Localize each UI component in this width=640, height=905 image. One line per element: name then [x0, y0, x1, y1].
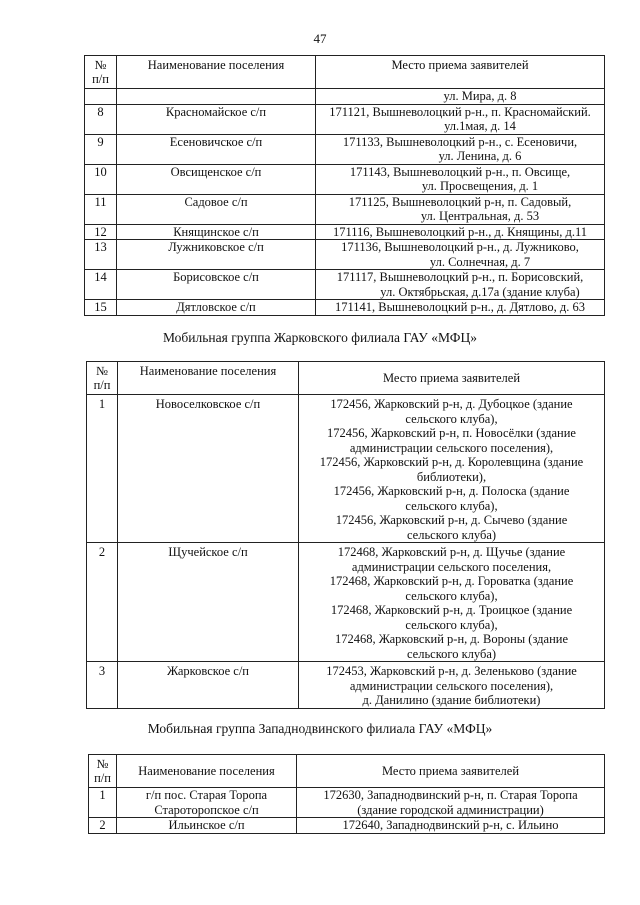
header-settlement-name: Наименование поселения — [117, 56, 316, 89]
table-row — [85, 89, 605, 105]
row-num: 2 — [87, 543, 118, 662]
row-settlement: Борисовское с/п — [117, 270, 316, 300]
table-row — [85, 270, 605, 300]
row-num: 9 — [85, 134, 117, 164]
row-settlement: Садовое с/п — [117, 194, 316, 224]
row-settlement: Жарковское с/п — [118, 662, 299, 709]
table-row — [87, 543, 605, 662]
row-settlement: г/п пос. Старая Торопа Старотoропское с/п — [117, 788, 297, 818]
row-settlement: Новоселковское с/п — [118, 395, 299, 543]
row-num: 10 — [85, 164, 117, 194]
table-row — [89, 788, 605, 818]
row-num: 1 — [87, 395, 118, 543]
table-row — [87, 395, 605, 543]
row-num: 2 — [89, 818, 117, 834]
row-place: 172640, Западнодвинский р-н, с. Ильино — [297, 818, 605, 834]
row-num: 14 — [85, 270, 117, 300]
row-num: 3 — [87, 662, 118, 709]
row-settlement — [117, 89, 316, 105]
table-row — [85, 194, 605, 224]
row-place: 171121, Вышневолоцкий р-н., п. Красномайский. ул.1мая, д. 14 — [316, 104, 605, 134]
row-num: 13 — [85, 240, 117, 270]
row-num: 8 — [85, 104, 117, 134]
row-settlement: Лужниковское с/п — [117, 240, 316, 270]
row-place: ул. Мира, д. 8 — [316, 89, 605, 105]
header-num: № п/п — [87, 362, 118, 395]
row-place: 172456, Жарковский р-н, д. Дубоцкое (здание сельского клуба), 172456, Жарковский р-н, п. Новосёлки (здание администрации сельского поселения), 172456, Жарковский р-н, д. Королевщина (здание библиотеки), 172456, Жарковский р-н, д. Полоска (здание сельского клуба), 172456, Жарковский р-н, д. Сычево (здание сельского клуба) — [299, 395, 605, 543]
row-settlement: Щучейское с/п — [118, 543, 299, 662]
table-row — [85, 134, 605, 164]
header-reception-place: Место приема заявителей — [299, 362, 605, 395]
row-place: 171116, Вышневолоцкий р-н., д. Княщины, д.11 — [316, 224, 605, 240]
row-place: 172468, Жарковский р-н, д. Щучье (здание администрации сельского поселения, 172468, Жарковский р-н, д. Гороватка (здание сельского клуба), 172468, Жарковский р-н, д. Троицкое (здание сельского клуба), 172468, Жарковский р-н, д. Вороны (здание сельского клуба) — [299, 543, 605, 662]
table-row — [87, 662, 605, 709]
row-place: 171117, Вышневолоцкий р-н., п. Борисовский, ул. Октябрьская, д.17а (здание клуба) — [316, 270, 605, 300]
section-heading-zharkovsky: Мобильная группа Жарковского филиала ГАУ «МФЦ» — [163, 330, 477, 345]
settlements-table-vyshnevolotsky — [84, 55, 605, 316]
table-row — [89, 818, 605, 834]
row-settlement: Овсищенское с/п — [117, 164, 316, 194]
row-place: 171136, Вышневолоцкий р-н., д. Лужниково, ул. Солнечная, д. 7 — [316, 240, 605, 270]
table-row — [85, 300, 605, 316]
header-reception-place: Место приема заявителей — [316, 56, 605, 89]
table-header-row — [85, 56, 605, 89]
row-num: 1 — [89, 788, 117, 818]
table-row — [85, 224, 605, 240]
row-place: 171143, Вышневолоцкий р-н., п. Овсище, ул. Просвещения, д. 1 — [316, 164, 605, 194]
table-header-row — [87, 362, 605, 395]
header-reception-place: Место приема заявителей — [297, 755, 605, 788]
row-settlement: Княщинское с/п — [117, 224, 316, 240]
header-num: № п/п — [85, 56, 117, 89]
table-header-row — [89, 755, 605, 788]
row-num: 12 — [85, 224, 117, 240]
row-settlement: Красномайское с/п — [117, 104, 316, 134]
row-num — [85, 89, 117, 105]
row-settlement: Есеновичское с/п — [117, 134, 316, 164]
row-place: 172453, Жарковский р-н, д. Зеленьково (здание администрации сельского поселения), д. Данилино (здание библиотеки) — [299, 662, 605, 709]
row-place: 172630, Западнодвинский р-н, п. Старая Торопа (здание городской администрации) — [297, 788, 605, 818]
table-row — [85, 164, 605, 194]
header-settlement-name: Наименование поселения — [118, 362, 299, 395]
row-settlement: Ильинское с/п — [117, 818, 297, 834]
header-settlement-name: Наименование поселения — [117, 755, 297, 788]
row-num: 15 — [85, 300, 117, 316]
settlements-table-zapadnodvinsky — [88, 754, 605, 834]
table-row — [85, 104, 605, 134]
table-row — [85, 240, 605, 270]
row-num: 11 — [85, 194, 117, 224]
row-place: 171141, Вышневолоцкий р-н., д. Дятлово, д. 63 — [316, 300, 605, 316]
row-place: 171125, Вышневолоцкий р-н, п. Садовый, ул. Центральная, д. 53 — [316, 194, 605, 224]
row-settlement: Дятловское с/п — [117, 300, 316, 316]
row-place: 171133, Вышневолоцкий р-н., с. Есеновичи, ул. Ленина, д. 6 — [316, 134, 605, 164]
page-number: 47 — [313, 31, 327, 46]
settlements-table-zharkovsky — [86, 361, 605, 709]
section-heading-zapadnodvinsky: Мобильная группа Западнодвинского филиала ГАУ «МФЦ» — [147, 721, 493, 736]
header-num: № п/п — [89, 755, 117, 788]
